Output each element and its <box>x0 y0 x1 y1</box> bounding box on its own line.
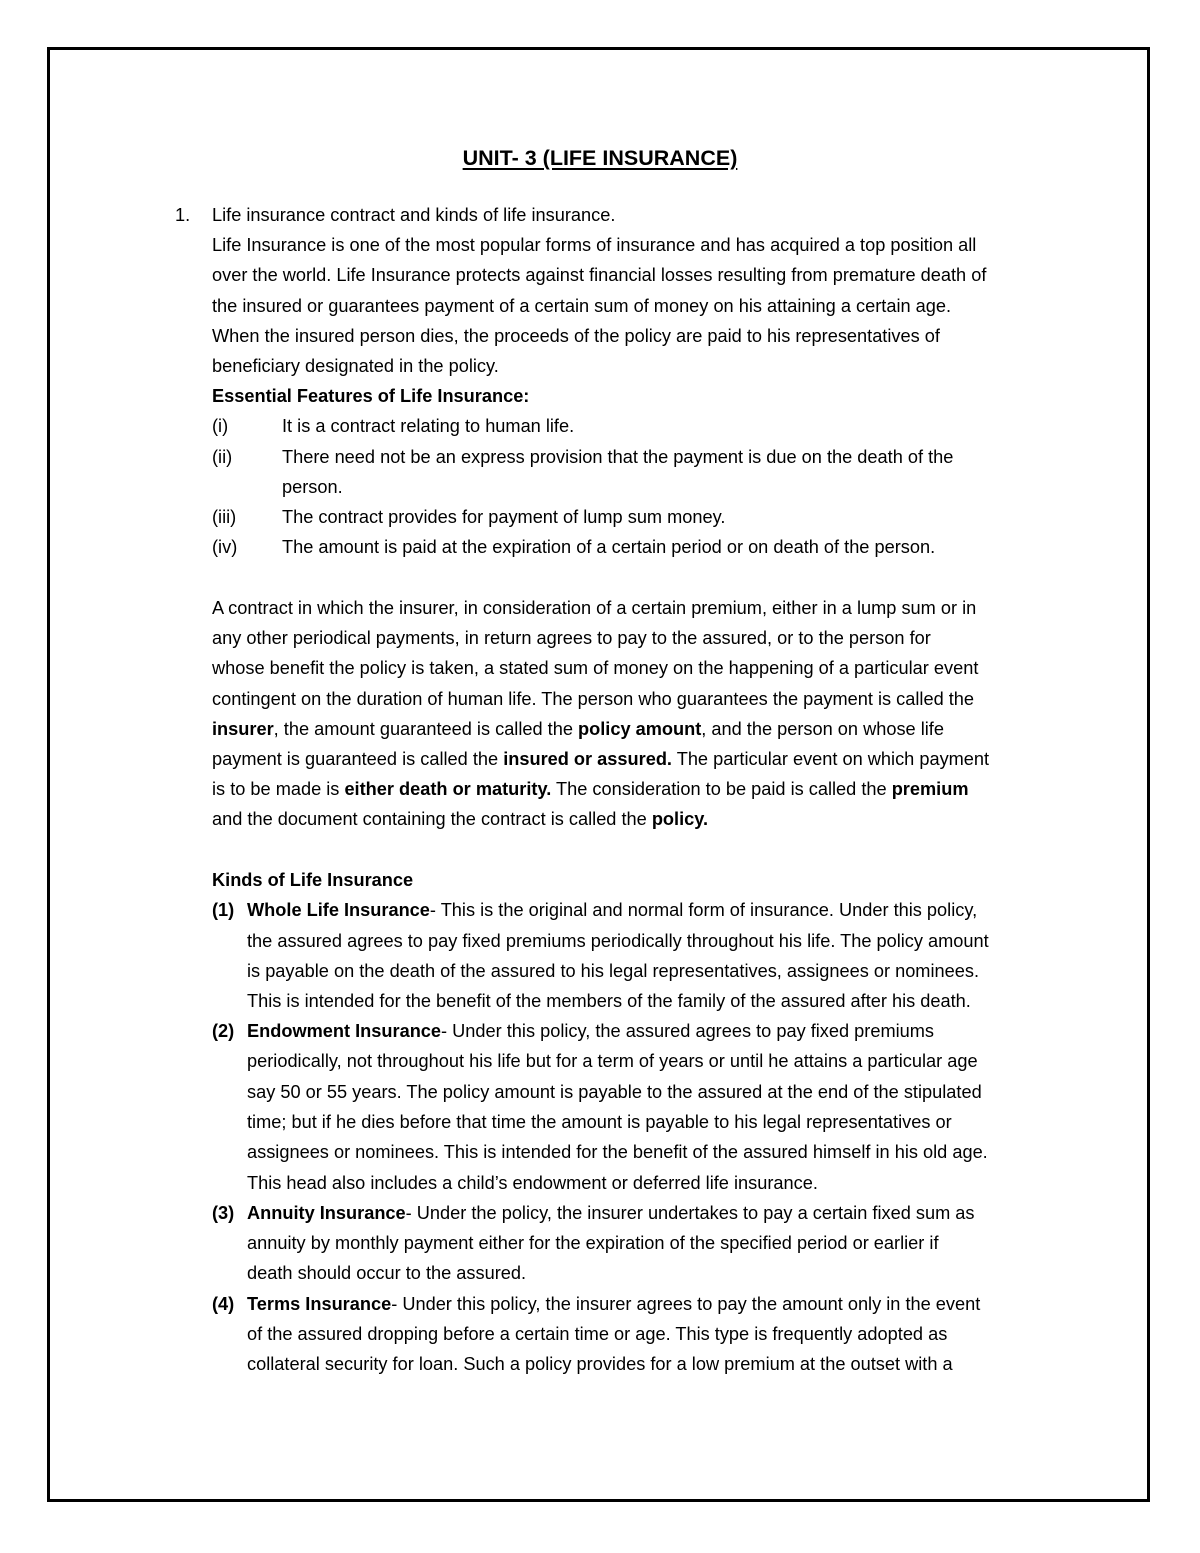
kind-text: annuity by monthly payment either for the expiration of the specified period or earlier if <box>247 1233 939 1253</box>
definition-text: is to be made is <box>212 779 345 799</box>
term-event: either death or maturity. <box>344 779 552 799</box>
section-heading: Life insurance contract and kinds of life insurance. <box>212 205 616 225</box>
definition-line <box>212 744 989 774</box>
feature-text: The contract provides for payment of lump sum money. <box>282 507 726 527</box>
feature-marker: (i) <box>212 416 229 436</box>
feature-marker: (iii) <box>212 507 237 527</box>
kind-text: - Under this policy, the insurer agrees to pay the amount only in the event <box>391 1294 981 1314</box>
term-insurer: insurer <box>212 719 274 739</box>
feature-marker: (iv) <box>212 537 238 557</box>
kind-text: This is intended for the benefit of the members of the family of the assured after his death. <box>247 991 971 1011</box>
definition-line <box>212 774 969 804</box>
section-number: 1. <box>175 205 191 225</box>
kind-text: death should occur to the assured. <box>247 1263 527 1283</box>
intro-line: over the world. Life Insurance protects against financial losses resulting from premature death of <box>212 265 987 285</box>
kind-text: the assured agrees to pay fixed premiums periodically throughout his life. The policy amount <box>247 931 989 951</box>
definition-line: any other periodical payments, in return agrees to pay to the assured, or to the person for <box>212 628 931 648</box>
kind-text: is payable on the death of the assured to his legal representatives, assignees or nominees. <box>247 961 979 981</box>
kind-text: time; but if he dies before that time the amount is payable to his legal representatives or <box>247 1112 952 1132</box>
kind-text: - This is the original and normal form of insurance. Under this policy, <box>429 900 978 920</box>
kind-term: Annuity Insurance <box>247 1203 406 1223</box>
definition-line <box>212 804 708 834</box>
feature-text: There need not be an express provision that the payment is due on the death of the <box>282 447 954 467</box>
definition-text: payment is guaranteed is called the <box>212 749 504 769</box>
feature-marker: (ii) <box>212 447 233 467</box>
kind-item <box>247 1289 980 1319</box>
kind-text: - Under this policy, the assured agrees to pay fixed premiums <box>441 1021 935 1041</box>
definition-line: whose benefit the policy is taken, a stated sum of money on the happening of a particular event <box>212 658 979 678</box>
intro-line: the insured or guarantees payment of a certain sum of money on his attaining a certain age. <box>212 296 952 316</box>
definition-line <box>212 714 944 744</box>
kind-text: assignees or nominees. This is intended for the benefit of the assured himself in his old age. <box>247 1142 988 1162</box>
definition-line: A contract in which the insurer, in consideration of a certain premium, either in a lump sum or in <box>212 598 977 618</box>
kind-item <box>247 1198 974 1228</box>
intro-line: Life Insurance is one of the most popular forms of insurance and has acquired a top position all <box>212 235 977 255</box>
definition-text: , the amount guaranteed is called the <box>273 719 579 739</box>
intro-line: When the insured person dies, the proceeds of the policy are paid to his representatives of <box>212 326 940 346</box>
intro-line: beneficiary designated in the policy. <box>212 356 499 376</box>
features-heading: Essential Features of Life Insurance: <box>212 386 530 406</box>
term-insured: insured or assured. <box>503 749 672 769</box>
kind-item <box>247 895 977 925</box>
kind-marker: (2) <box>212 1021 235 1041</box>
kind-text: This head also includes a child’s endowment or deferred life insurance. <box>247 1173 818 1193</box>
feature-text: The amount is paid at the expiration of a certain period or on death of the person. <box>282 537 936 557</box>
page-title: UNIT- 3 (LIFE INSURANCE) <box>462 146 738 170</box>
feature-text: person. <box>282 477 343 497</box>
term-policy-amount: policy amount <box>578 719 702 739</box>
kind-text: of the assured dropping before a certain time or age. This type is frequently adopted as <box>247 1324 948 1344</box>
term-policy: policy. <box>651 809 709 829</box>
definition-text: and the document containing the contract is called the <box>212 809 652 829</box>
kind-term: Terms Insurance <box>247 1294 392 1314</box>
kind-text: collateral security for loan. Such a policy provides for a low premium at the outset with a <box>247 1354 953 1374</box>
kind-text: say 50 or 55 years. The policy amount is payable to the assured at the end of the stipulated <box>247 1082 982 1102</box>
feature-text: It is a contract relating to human life. <box>282 416 575 436</box>
kind-item <box>247 1016 934 1046</box>
definition-text: The consideration to be paid is called the <box>551 779 892 799</box>
kind-text: - Under the policy, the insurer undertakes to pay a certain fixed sum as <box>405 1203 975 1223</box>
term-premium: premium <box>891 779 969 799</box>
definition-text: The particular event on which payment <box>671 749 990 769</box>
definition-text: , and the person on whose life <box>701 719 944 739</box>
kind-text: periodically, not throughout his life but for a term of years or until he attains a particular age <box>247 1051 978 1071</box>
kind-marker: (1) <box>212 900 235 920</box>
kinds-heading: Kinds of Life Insurance <box>212 870 414 890</box>
kind-marker: (4) <box>212 1294 235 1314</box>
definition-line: contingent on the duration of human life. The person who guarantees the payment is called the <box>212 689 975 709</box>
kind-term: Whole Life Insurance <box>247 900 430 920</box>
kind-marker: (3) <box>212 1203 235 1223</box>
kind-term: Endowment Insurance <box>247 1021 442 1041</box>
